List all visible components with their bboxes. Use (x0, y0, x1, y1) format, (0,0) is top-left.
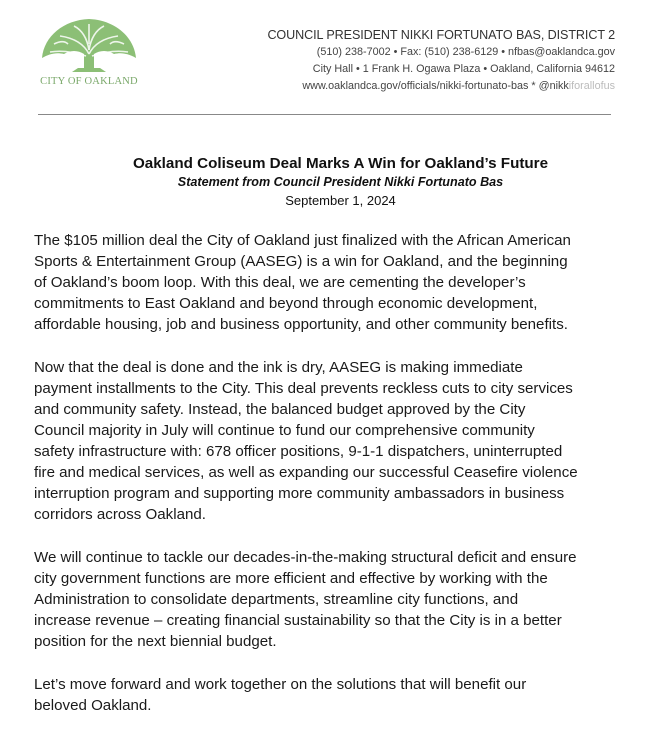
web-line (267, 78, 615, 95)
city-of-oakland-logo (34, 14, 144, 98)
header-divider (38, 114, 611, 115)
council-president-name: COUNCIL PRESIDENT NIKKI FORTUNATO BAS, DISTRICT 2 (267, 28, 615, 42)
oak-tree-icon (34, 14, 144, 76)
paragraph: We will continue to tackle our decades-in-the-making structural deficit and ensure city government functions are more efficient and effective by working with the Administration to consolidate departments, streamline city functions, and increase revenue – creating financial sustainability so that the City is in a better position for the next biennial budget. (34, 549, 577, 650)
logo-text: CITY OF OAKLAND (40, 76, 138, 87)
paragraph: Let’s move forward and work together on the solutions that will benefit our beloved Oakland. (34, 676, 527, 714)
website-handle: www.oaklandca.gov/officials/nikki-fortunato-bas * @nikk (302, 80, 569, 92)
statement-subtitle: Statement from Council President Nikki Fortunato Bas (177, 175, 504, 189)
paragraph: The $105 million deal the City of Oakland just finalized with the African American Sports & Entertainment Group (AASEG) is a win for Oakland, and the beginning of Oakland’s boom loop. With this deal, we are cementing the developer’s commitments to East Oakland and beyond through economic development, affordable housing, job and business opportunity, and other community benefits. (34, 232, 571, 333)
statement-date: September 1, 2024 (285, 193, 396, 208)
contact-line: (510) 238-7002 • Fax: (510) 238-6129 • nfbas@oaklandca.gov (316, 46, 615, 58)
statement-title: Oakland Coliseum Deal Marks A Win for Oakland’s Future (132, 155, 549, 172)
handle-faded-part: iforallofus (568, 80, 615, 92)
statement-body (34, 230, 634, 738)
letterhead (267, 27, 615, 95)
paragraph: Now that the deal is done and the ink is dry, AASEG is making immediate payment installments to the City. This deal prevents reckless cuts to city services and community safety. Instead, the balanced budget approved by the City Council majority in July will continue to fund our comprehensive community safety infrastructure with: 678 officer positions, 9-1-1 dispatchers, uninterrupted fire and medical services, as well as expanding our successful Ceasefire violence interruption program and supporting more community ambassadors in business corridors across Oakland. (34, 359, 578, 523)
address-line: City Hall • 1 Frank H. Ogawa Plaza • Oakland, California 94612 (312, 63, 615, 75)
statement-header (0, 154, 667, 210)
